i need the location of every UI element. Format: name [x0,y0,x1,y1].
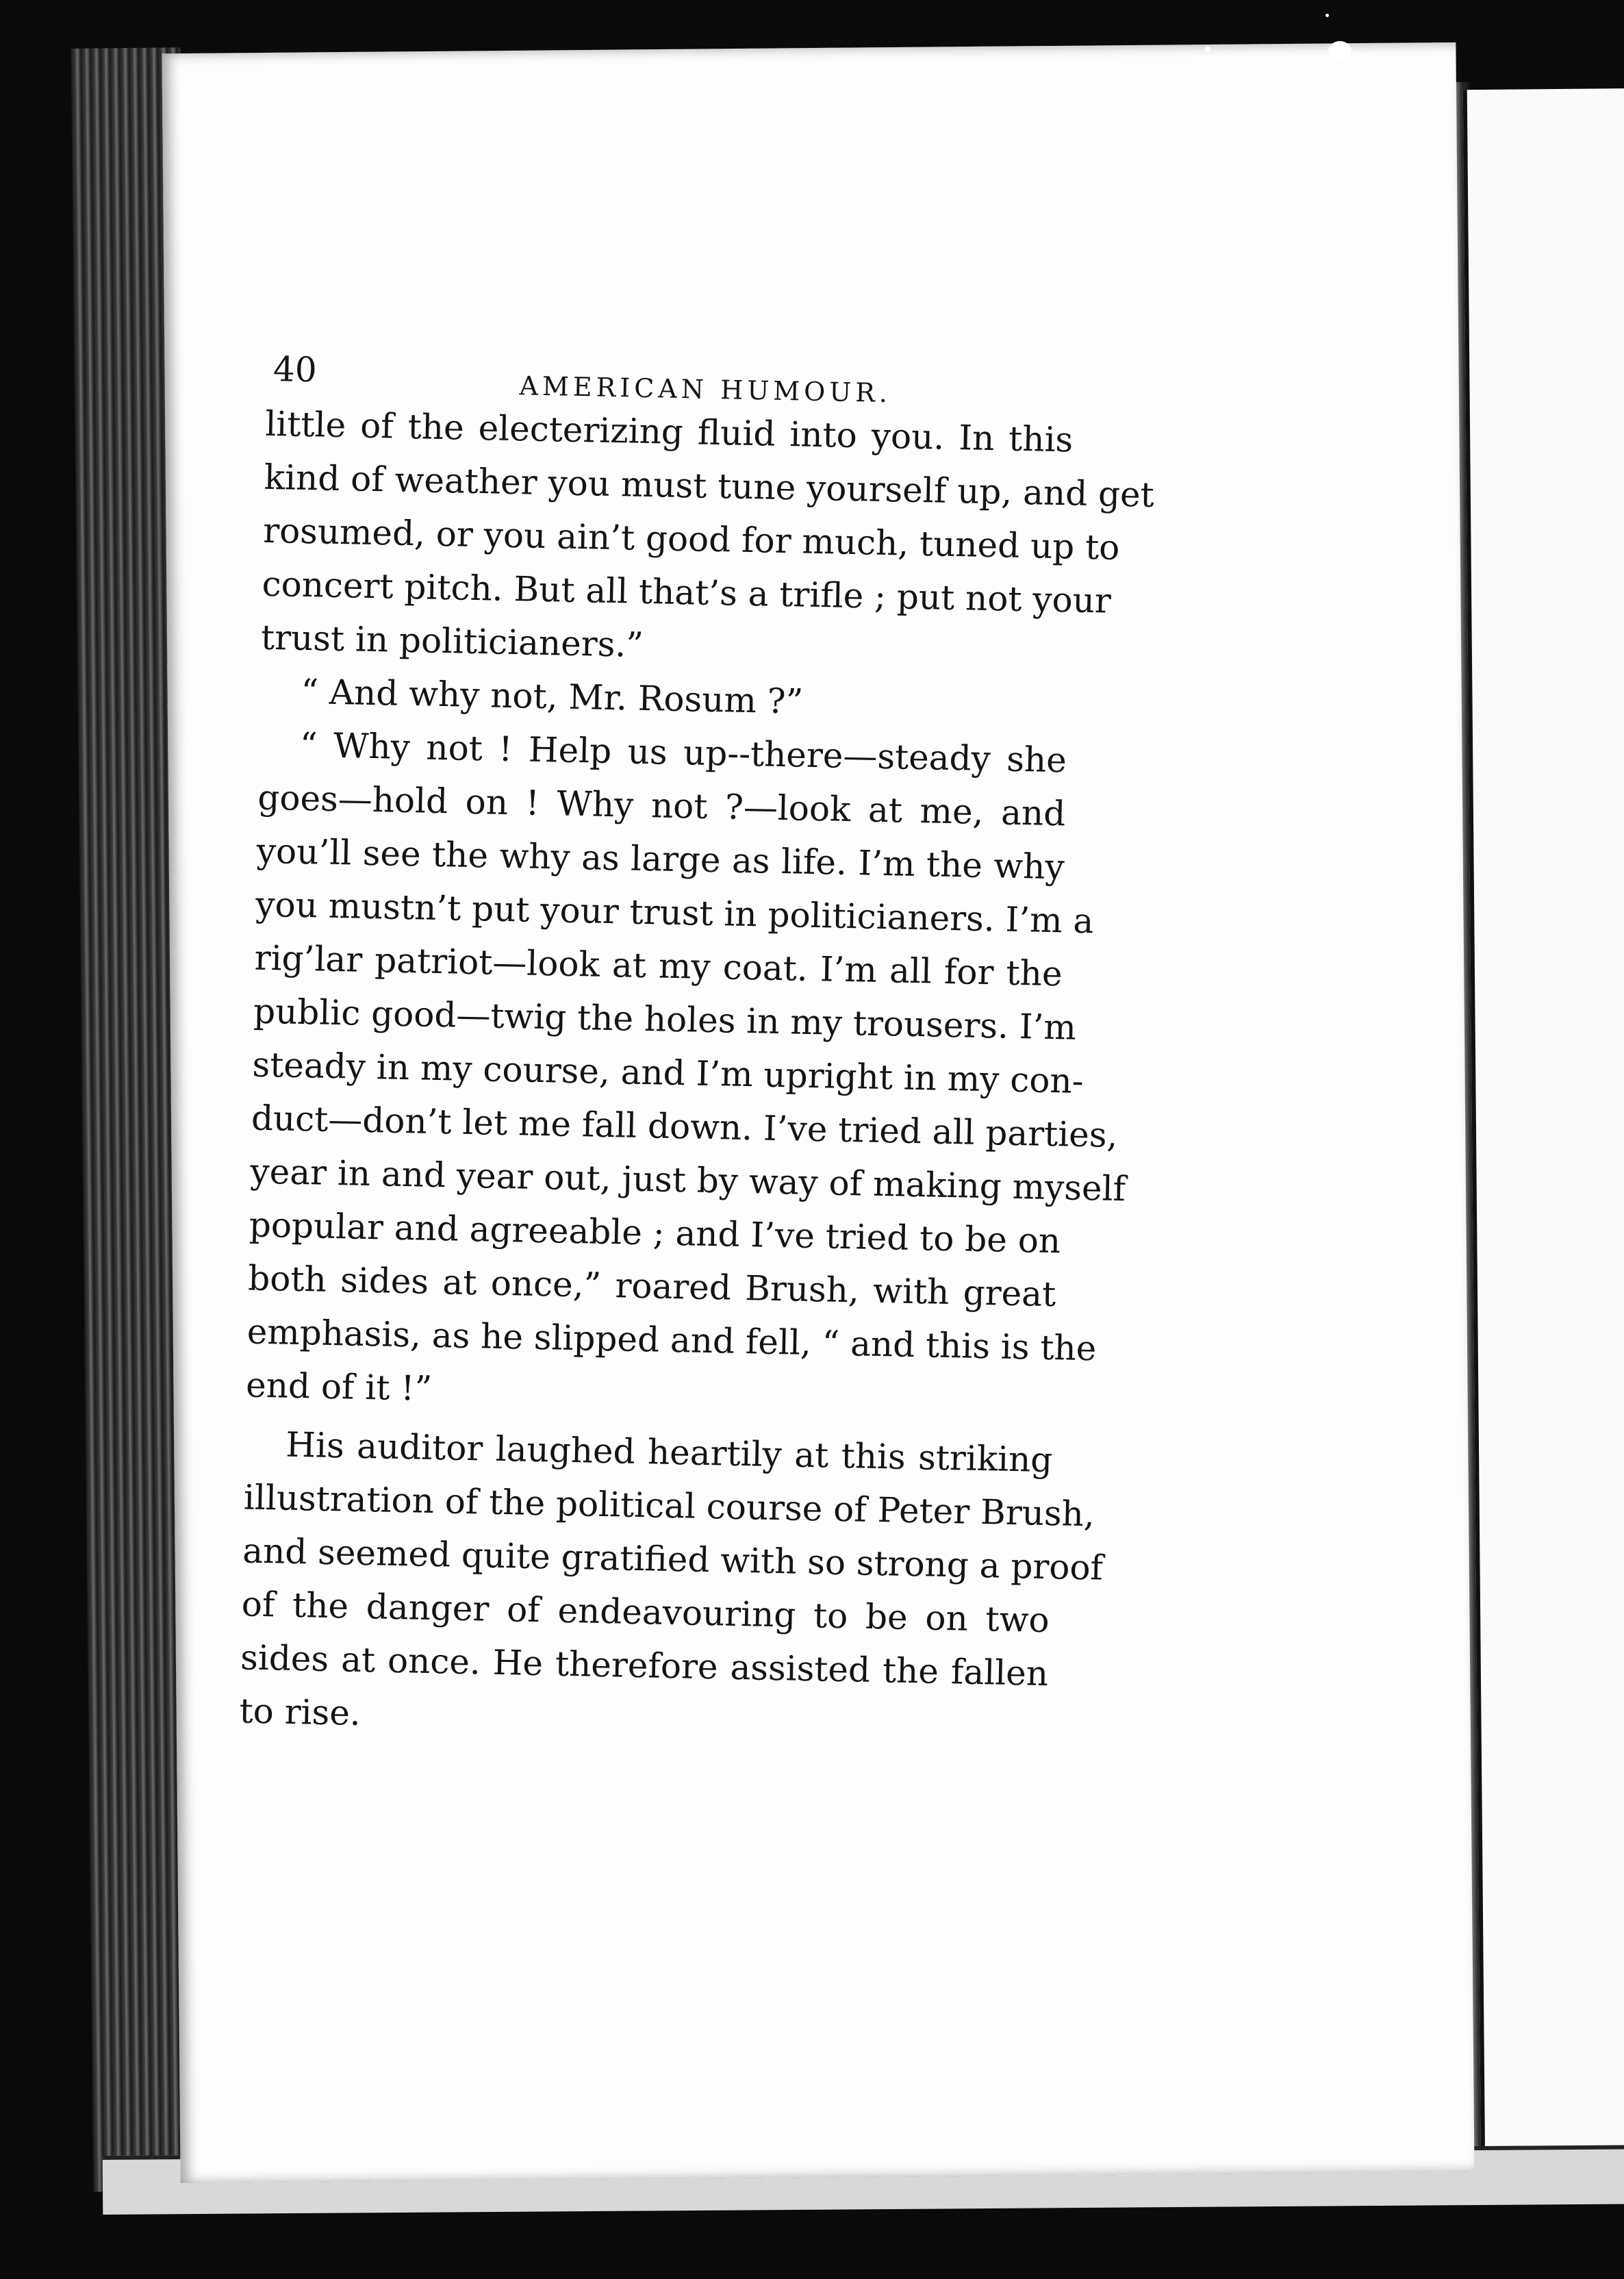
text-line: illustration of the political course of Peter Brush, [243,1477,1095,1535]
text-line: rig’lar patriot—look at my coat. I’m all for the [254,937,1063,994]
text-line: public good—twig the holes in my trousers. I’m [253,991,1077,1048]
text-line: emphasis, as he slipped and fell, “ and this is the [246,1311,1097,1369]
paragraph [239,1418,1265,1759]
text-line: you’ll see the why as large as life. I’m the why [256,831,1065,887]
text-line: goes—hold on ! Why not ?—look at me, and [257,777,1066,834]
text-line: kind of weather you must tune yourself up, and get [264,457,1155,515]
text-line: sides at once. He therefore assisted the fallen [240,1637,1049,1694]
text-line: to rise. [239,1691,361,1733]
running-title: AMERICAN HUMOUR. [519,370,892,409]
text-line: duct—don’t let me fall down. I’ve tried all parties, [251,1098,1118,1155]
page-text [239,336,1287,1758]
text-line: both sides at once,” roared Brush, with great [247,1258,1056,1315]
text-line: little of the electerizing fluid into you. In this [264,403,1074,460]
text-line: you mustn’t put your trust in politicianers. I’m a [255,884,1094,942]
paragraph [260,397,1286,685]
paragraph [245,718,1279,1432]
text-line: rosumed, or you ain’t good for much, tuned up to [262,510,1120,568]
text-line: trust in politicianers.” [260,617,644,665]
text-line: year in and year out, just by way of making myself [249,1151,1126,1209]
facing-page [1463,88,1624,2171]
text-line: end of it !” [245,1365,433,1409]
text-line: His auditor laughed heartily at this striking [285,1424,1053,1481]
text-line: steady in my course, and I’m upright in my con- [252,1044,1084,1101]
text-line: concert pitch. But all that’s a trifle ; put not your [262,564,1112,621]
page-number: 40 [272,349,318,390]
text-line: “ And why not, Mr. Rosum ?” [300,671,804,722]
body-text [239,397,1286,1758]
text-line: popular and agreeable ; and I’ve tried to be on [249,1205,1061,1261]
text-line: “ Why not ! Help us up--there—steady she [299,725,1067,781]
text-line: and seemed quite gratified with so strong a proof [242,1531,1104,1588]
text-line: of the danger of endeavouring to be on two [241,1584,1050,1641]
